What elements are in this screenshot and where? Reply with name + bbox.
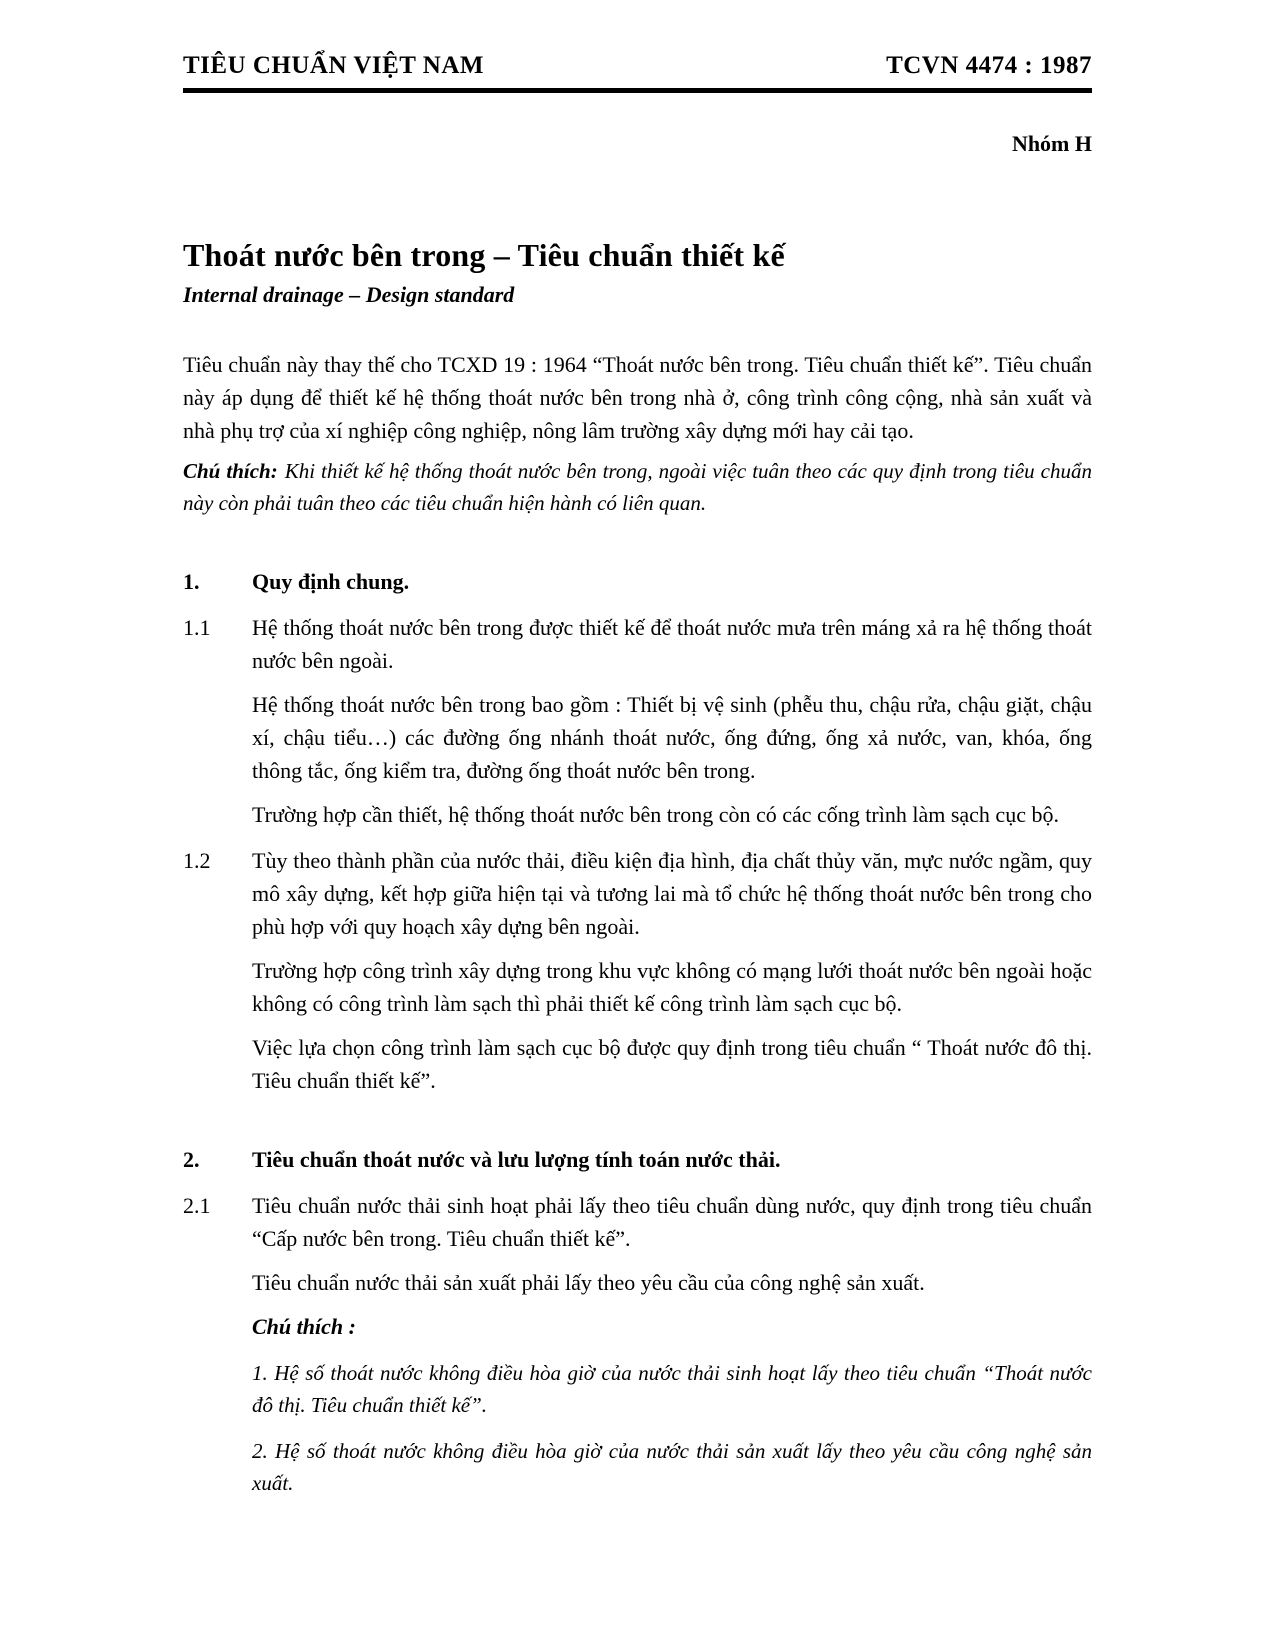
- section-title: Tiêu chuẩn thoát nước và lưu lượng tính toán nước thải.: [252, 1147, 781, 1172]
- item-note: 2. Hệ số thoát nước không điều hòa giờ của nước thải sản xuất lấy theo yêu cầu công nghệ sản xuất.: [252, 1439, 1092, 1495]
- item-paragraph: Hệ thống thoát nước bên trong bao gồm : Thiết bị vệ sinh (phễu thu, chậu rửa, chậu giặt, chậu xí, chậu tiểu…) các đường ống nhánh thoát nước, ống đứng, ống xả nước, van, khóa, ống thông tắc, ống kiểm tra, đường ống thoát nước bên trong.: [252, 692, 1092, 783]
- item-1-1: [183, 611, 1092, 831]
- section-2: [183, 1143, 1092, 1499]
- item-paragraphs: [252, 1189, 1092, 1499]
- item-1-2: [183, 844, 1092, 1097]
- group-label: Nhóm H: [1011, 131, 1092, 156]
- item-paragraph: Tiêu chuẩn nước thải sản xuất phải lấy theo yêu cầu của công nghệ sản xuất.: [252, 1270, 925, 1295]
- item-number: 1.2: [183, 848, 211, 873]
- item-paragraph: Tiêu chuẩn nước thải sinh hoạt phải lấy theo tiêu chuẩn dùng nước, quy định trong tiêu chuẩn “Cấp nước bên trong. Tiêu chuẩn thiết kế”.: [252, 1193, 1092, 1251]
- item-paragraph: Tùy theo thành phần của nước thải, điều kiện địa hình, địa chất thủy văn, mực nước ngầm, quy mô xây dựng, kết hợp giữa hiện tại và tương lai mà tổ chức hệ thống thoát nước bên trong cho phù hợp với quy hoạch xây dựng bên ngoài.: [252, 848, 1092, 939]
- item-paragraph: Trường hợp cần thiết, hệ thống thoát nước bên trong còn có các cống trình làm sạch cục bộ.: [252, 802, 1059, 827]
- section-2-heading: [183, 1143, 1092, 1176]
- intro-note-text: Khi thiết kế hệ thống thoát nước bên trong, ngoài việc tuân theo các quy định trong tiêu chuẩn này còn phải tuân theo các tiêu chuẩn hiện hành có liên quan.: [183, 459, 1092, 515]
- item-note-label: Chú thích :: [252, 1314, 356, 1339]
- page-subtitle: Internal drainage – Design standard: [183, 282, 515, 307]
- item-paragraphs: [252, 844, 1092, 1097]
- item-number: 1.1: [183, 615, 211, 640]
- intro-note: [183, 455, 1092, 519]
- section-number: 1.: [183, 569, 200, 594]
- document-header: [183, 52, 1092, 93]
- item-note: 1. Hệ số thoát nước không điều hòa giờ của nước thải sinh hoạt lấy theo tiêu chuẩn “Thoát nước đô thị. Tiêu chuẩn thiết kế”.: [252, 1361, 1092, 1417]
- item-paragraph: Hệ thống thoát nước bên trong được thiết kế để thoát nước mưa trên máng xả ra hệ thống thoát nước bên ngoài.: [252, 615, 1092, 673]
- section-1: [183, 565, 1092, 1097]
- item-paragraphs: [252, 611, 1092, 831]
- section-number: 2.: [183, 1147, 200, 1172]
- item-paragraph: Việc lựa chọn công trình làm sạch cục bộ được quy định trong tiêu chuẩn “ Thoát nước đô thị. Tiêu chuẩn thiết kế”.: [252, 1035, 1092, 1093]
- item-number: 2.1: [183, 1193, 211, 1218]
- item-paragraph: Trường hợp công trình xây dựng trong khu vực không có mạng lưới thoát nước bên ngoài hoặc không có công trình làm sạch thì phải thiết kế công trình làm sạch cục bộ.: [252, 958, 1092, 1016]
- header-standard-number: TCVN 4474 : 1987: [886, 52, 1092, 79]
- intro-paragraph: Tiêu chuẩn này thay thế cho TCXD 19 : 1964 “Thoát nước bên trong. Tiêu chuẩn thiết kế”. Tiêu chuẩn này áp dụng để thiết kế hệ thống thoát nước bên trong nhà ở, công trình công cộng, nhà sản xuất và nhà phụ trợ của xí nghiệp công nghiệp, nông lâm trường xây dựng mới hay cải tạo.: [183, 352, 1092, 443]
- section-title: Quy định chung.: [252, 569, 410, 594]
- header-standard-name: TIÊU CHUẨN VIỆT NAM: [183, 52, 484, 79]
- page-title: Thoát nước bên trong – Tiêu chuẩn thiết kế: [183, 237, 785, 273]
- intro-note-label: Chú thích:: [183, 459, 278, 483]
- item-2-1: [183, 1189, 1092, 1499]
- section-1-heading: [183, 565, 1092, 598]
